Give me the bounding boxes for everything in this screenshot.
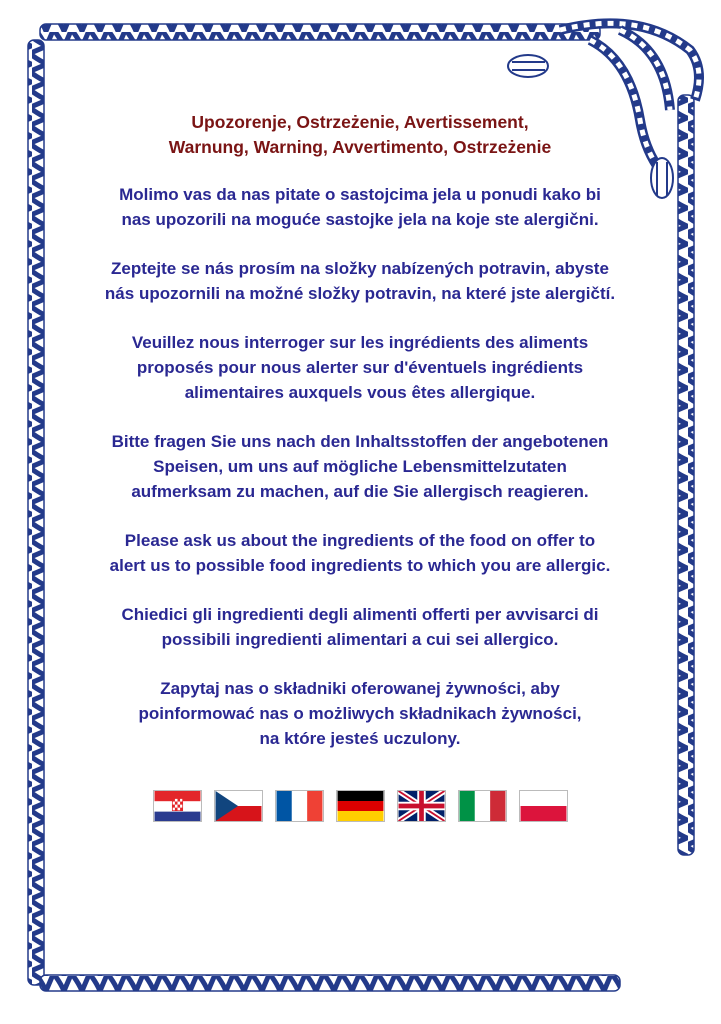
paragraph-croatian: [50, 182, 670, 232]
text-line: Please ask us about the ingredients of the food on offer to: [124, 531, 596, 550]
text-line: aufmerksam zu machen, auf die Sie allergisch reagieren.: [131, 482, 589, 501]
croatia-flag-icon: [153, 790, 202, 822]
text-line: na które jesteś uczulony.: [259, 729, 461, 748]
italy-flag-icon: [458, 790, 507, 822]
paragraph-french: [50, 330, 670, 405]
notice-content: [50, 110, 670, 775]
text-line: Chiedici gli ingredienti degli alimenti offerti per avvisarci di: [121, 605, 599, 624]
text-line: poinformować nas o możliwych składnikach żywności,: [138, 704, 582, 723]
text-line: Speisen, um uns auf mögliche Lebensmittelzutaten: [153, 457, 567, 476]
rope-right: [678, 95, 694, 855]
paragraph-czech: [50, 256, 670, 306]
text-line: Zapytaj nas o składniki oferowanej żywności, aby: [160, 679, 560, 698]
germany-flag-icon: [336, 790, 385, 822]
text-line: Zeptejte se nás prosím na složky nabízených potravin, abyste: [111, 259, 609, 278]
paragraph-polish: [50, 676, 670, 751]
title-line-2: Warnung, Warning, Avvertimento, Ostrzeżenie: [168, 137, 552, 157]
text-line: Molimo vas da nas pitate o sastojcima jela u ponudi kako bi: [119, 185, 601, 204]
text-line: alert us to possible food ingredients to which you are allergic.: [109, 556, 611, 575]
rope-left: [28, 40, 44, 985]
france-flag-icon: [275, 790, 324, 822]
text-line: Bitte fragen Sie uns nach den Inhaltsstoffen der angebotenen: [111, 432, 609, 451]
notice-title: [50, 110, 670, 160]
text-line: nas upozorili na moguće sastojke jela na koje ste alergični.: [121, 210, 599, 229]
rope-top: [40, 24, 600, 40]
paragraph-english: [50, 528, 670, 578]
title-line-1: Upozorenje, Ostrzeżenie, Avertissement,: [191, 112, 529, 132]
paragraph-italian: [50, 602, 670, 652]
rope-bottom: [40, 975, 620, 991]
czech-flag-icon: [214, 790, 263, 822]
paragraph-german: [50, 429, 670, 504]
text-line: possibili ingredienti alimentari a cui sei allergico.: [161, 630, 559, 649]
united-kingdom-flag-icon: [397, 790, 446, 822]
text-line: alimentaires auxquels vous êtes allergique.: [184, 383, 536, 402]
text-line: Veuillez nous interroger sur les ingrédients des aliments: [131, 333, 589, 352]
poland-flag-icon: [519, 790, 568, 822]
flag-row: [0, 790, 721, 822]
text-line: proposés pour nous alerter sur d'éventuels ingrédients: [136, 358, 584, 377]
text-line: nás upozornili na možné složky potravin, na které jste alergičtí.: [104, 284, 616, 303]
